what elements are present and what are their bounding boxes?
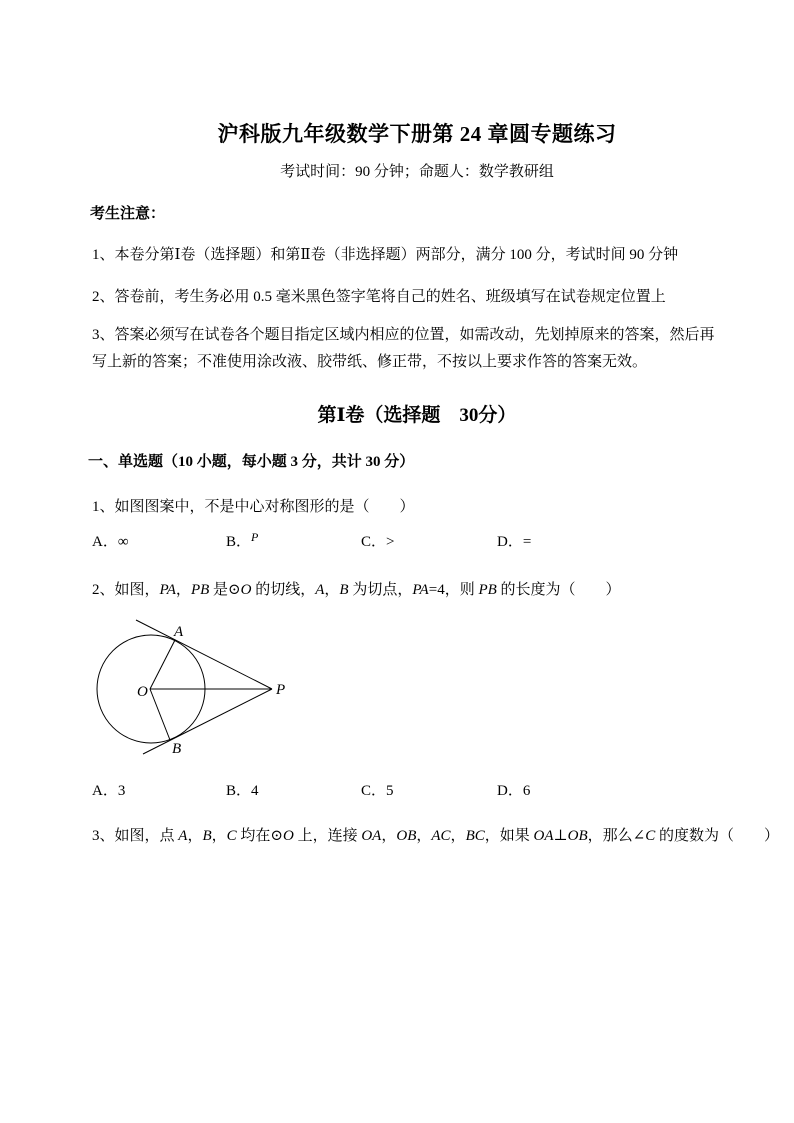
question-2-option-b: B．4: [226, 783, 259, 799]
question-1-option-b: B．$^P$: [226, 530, 259, 550]
exam-meta-line: 考试时间：90 分钟；命题人：数学教研组: [280, 164, 554, 180]
notice-header: 考生注意：: [90, 206, 166, 222]
question-2-options-row: [0, 779, 794, 801]
question-1-option-c: C．>: [361, 534, 395, 550]
question-2-text: 2、如图，PA，PB 是⊙O 的切线，A，B 为切点，PA=4，则 PB 的长度为（ ）: [92, 582, 621, 598]
notice-item-3: 3、答案必须写在试卷各个题目指定区域内相应的位置，如需改动，先划掉原来的答案，然后再写上新的答案；不准使用涂改液、胶带纸、修正带，不按以上要求作答的答案无效。: [92, 327, 715, 370]
page-title: 沪科版九年级数学下册第 24 章圆专题练习: [217, 122, 617, 146]
radius-ob: [150, 689, 170, 740]
radius-oa: [150, 640, 175, 689]
figure-label-b: B: [172, 741, 182, 757]
section-1-title: 第Ⅰ卷（选择题 30分）: [317, 405, 517, 426]
question-3-text: 3、如图，点 A，B，C 均在⊙O 上，连接 OA，OB，AC，BC，如果 OA⊥OB，那么∠C 的度数为（ ）: [92, 828, 779, 844]
question-1-option-d: D．=: [497, 534, 532, 550]
figure-label-a: A: [174, 624, 184, 640]
question-2-figure: [85, 612, 305, 764]
question-1-option-a: A．∞: [92, 534, 129, 550]
figure-label-p: P: [276, 682, 286, 698]
question-2-option-d: D．6: [497, 783, 531, 799]
question-1-options-row: [0, 530, 794, 552]
notice-item-2: 2、答卷前，考生务必用 0.5 毫米黑色签字笔将自己的姓名、班级填写在试卷规定位置上: [92, 289, 666, 305]
figure-label-o: O: [137, 684, 148, 700]
question-1-text: 1、如图图案中，不是中心对称图形的是（ ）: [92, 499, 415, 515]
notice-item-1: 1、本卷分第Ⅰ卷（选择题）和第Ⅱ卷（非选择题）两部分，满分 100 分，考试时间 90 分钟: [92, 247, 679, 263]
question-2-option-a: A．3: [92, 783, 126, 799]
question-2-option-c: C．5: [361, 783, 394, 799]
subsection-single-choice-title: 一、单选题（10 小题，每小题 3 分，共计 30 分）: [88, 454, 415, 470]
